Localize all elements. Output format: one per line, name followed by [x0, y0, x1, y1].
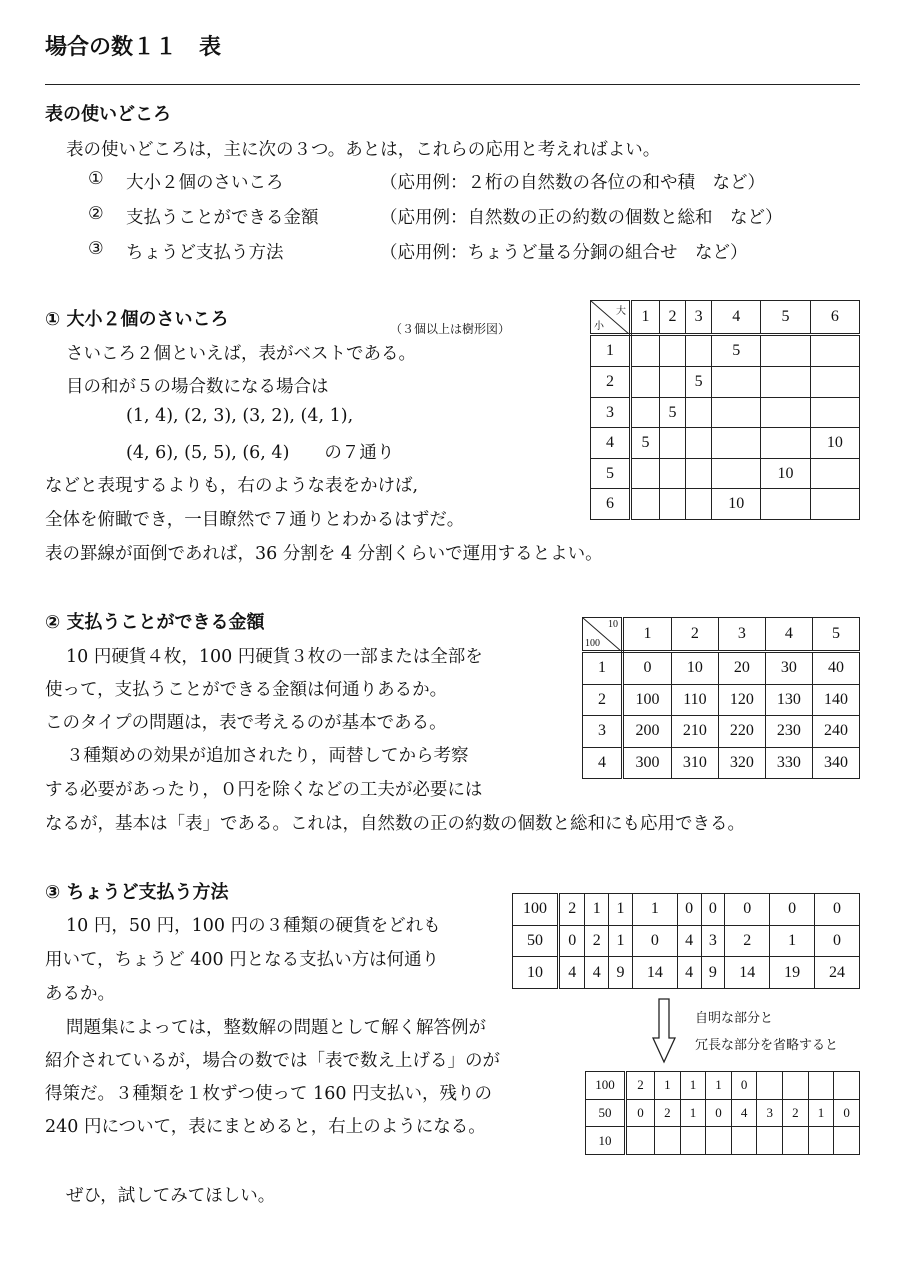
table-cell: 0 — [559, 925, 585, 957]
table-cell: 110 — [671, 684, 718, 715]
table-cell — [631, 367, 660, 398]
table-cell — [712, 397, 761, 428]
table-cell: 40 — [812, 652, 859, 685]
down-arrow-icon — [652, 998, 676, 1064]
table-cell: 4 — [677, 957, 701, 989]
table-cell: 310 — [671, 747, 718, 778]
table-row — [583, 747, 860, 778]
table-cell: 30 — [765, 652, 812, 685]
table-cell — [834, 1072, 860, 1100]
row-header: 1 — [583, 652, 623, 685]
corner-top-label: 大 — [616, 306, 626, 317]
page-title: 場合の数１１ 表 — [45, 35, 222, 60]
table-cell — [808, 1072, 834, 1100]
table-cell — [731, 1127, 757, 1155]
section2-text: ３種類めの効果が追加されたり，両替してから考察 — [66, 746, 469, 766]
table-row — [591, 367, 860, 398]
table-cell: 0 — [701, 894, 725, 926]
table-cell — [631, 397, 660, 428]
table-cell: 10 — [671, 652, 718, 685]
table-cell: 1 — [706, 1072, 732, 1100]
table-cell — [686, 397, 712, 428]
table-cell — [680, 1127, 706, 1155]
table-cell: 14 — [632, 957, 677, 989]
section2-text: このタイプの問題は，表で考えるのが基本である。 — [45, 713, 447, 733]
column-header: 1 — [623, 618, 672, 652]
table-cell — [631, 335, 660, 367]
section3-text: 得策だ。３種類を１枚ずつ使って 160 円支払い，残りの — [45, 1084, 493, 1104]
intro-item-num: ② — [88, 204, 104, 224]
table-cell: 220 — [718, 716, 765, 747]
arrow-note-line: 冗長な部分を省略すると — [695, 1038, 839, 1053]
table-cell — [810, 458, 859, 489]
table-cell — [761, 397, 810, 428]
row-header: 3 — [583, 716, 623, 747]
table-cell: 0 — [815, 894, 860, 926]
section1-text: などと表現するよりも，右のような表をかけば, — [45, 476, 419, 496]
section3-text: あるか。 — [45, 984, 115, 1004]
intro-item-label: 支払うことができる金額 — [126, 208, 319, 228]
table-row — [583, 716, 860, 747]
table-cell: 4 — [559, 957, 585, 989]
table-cell: 200 — [623, 716, 672, 747]
table-cell: 20 — [718, 652, 765, 685]
section2-heading: ② 支払うことができる金額 — [45, 612, 265, 633]
table-cell — [810, 335, 859, 367]
intro-item-example: （応用例：２桁の自然数の各位の和や積 など） — [380, 173, 765, 193]
section1-text: 表の罫線が面倒であれば，36 分割を 4 分割くらいで運用するとよい。 — [45, 544, 603, 564]
table-cell — [686, 458, 712, 489]
dice-sum-table — [590, 300, 860, 520]
table-cell: 0 — [770, 894, 815, 926]
table-row — [586, 1099, 860, 1127]
table-cell — [808, 1127, 834, 1155]
table-cell — [655, 1127, 681, 1155]
column-header: 5 — [761, 301, 810, 335]
section2-text: なるが，基本は「表」である。これは，自然数の正の約数の個数と総和にも応用できる。 — [45, 814, 745, 834]
simplified-coin-table — [585, 1071, 860, 1155]
column-header: 4 — [712, 301, 761, 335]
table-cell: 10 — [810, 428, 859, 459]
table-row — [586, 1072, 860, 1100]
table-cell: 0 — [706, 1099, 732, 1127]
table-cell: 2 — [783, 1099, 809, 1127]
table-cell: 1 — [808, 1099, 834, 1127]
section1-heading: ① 大小２個のさいころ — [45, 309, 229, 330]
table-cell: 5 — [631, 428, 660, 459]
table-cell: 0 — [626, 1099, 655, 1127]
column-header: 4 — [765, 618, 812, 652]
intro-item-num: ③ — [88, 239, 104, 259]
table-row — [591, 458, 860, 489]
table-cell: 1 — [680, 1099, 706, 1127]
table-cell — [712, 458, 761, 489]
table-cell: 300 — [623, 747, 672, 778]
intro-lead: 表の使いどころは，主に次の３つ。あとは，これらの応用と考えればよい。 — [66, 140, 661, 160]
section3-text: 10 円，50 円，100 円の３種類の硬貨をどれも — [66, 916, 441, 936]
table-corner — [583, 618, 623, 652]
table-cell: 230 — [765, 716, 812, 747]
row-header: 3 — [591, 397, 631, 428]
table-cell: 2 — [585, 925, 609, 957]
table-cell — [757, 1127, 783, 1155]
section1-text: 全体を俯瞰でき，一目瞭然で７通りとわかるはずだ。 — [45, 510, 465, 530]
table-cell — [810, 367, 859, 398]
table-cell — [631, 489, 660, 520]
section1-note: （３個以上は樹形図） — [390, 322, 511, 336]
table-cell — [712, 367, 761, 398]
table-cell: 340 — [812, 747, 859, 778]
column-header: 3 — [686, 301, 712, 335]
table-cell: 1 — [632, 894, 677, 926]
corner-bottom-label: 小 — [594, 321, 604, 332]
section2-text: 使って，支払うことができる金額は何通りあるか。 — [45, 680, 448, 700]
table-cell: 5 — [659, 397, 685, 428]
table-cell — [761, 367, 810, 398]
table-cell — [686, 489, 712, 520]
table-cell: 19 — [770, 957, 815, 989]
section3-text: 問題集によっては，整数解の問題として解く解答例が — [66, 1018, 486, 1038]
table-cell: 240 — [812, 716, 859, 747]
row-header: 5 — [591, 458, 631, 489]
table-cell — [659, 428, 685, 459]
table-cell: 3 — [701, 925, 725, 957]
column-header: 2 — [671, 618, 718, 652]
table-row — [513, 925, 860, 957]
title-divider — [45, 84, 860, 85]
table-cell: 0 — [834, 1099, 860, 1127]
table-cell: 5 — [712, 335, 761, 367]
section1-text: 目の和が５の場合数になる場合は — [66, 377, 329, 397]
row-header: 2 — [583, 684, 623, 715]
table-cell: 9 — [701, 957, 725, 989]
table-row — [591, 428, 860, 459]
row-header: 50 — [513, 925, 559, 957]
arrow-note-line: 自明な部分と — [695, 1011, 774, 1026]
table-cell: 1 — [655, 1072, 681, 1100]
table-row — [513, 957, 860, 989]
corner-bottom-label: 100 — [585, 638, 600, 649]
table-cell: 10 — [761, 458, 810, 489]
table-cell — [686, 335, 712, 367]
table-cell: 130 — [765, 684, 812, 715]
table-cell — [834, 1127, 860, 1155]
table-cell: 1 — [680, 1072, 706, 1100]
table-cell — [659, 335, 685, 367]
table-cell: 140 — [812, 684, 859, 715]
table-row — [513, 894, 860, 926]
table-cell: 1 — [770, 925, 815, 957]
table-cell: 320 — [718, 747, 765, 778]
table-cell — [783, 1127, 809, 1155]
table-cell — [810, 397, 859, 428]
table-cell: 1 — [585, 894, 609, 926]
row-header: 2 — [591, 367, 631, 398]
intro-item-example: （応用例：自然数の正の約数の個数と総和 など） — [380, 208, 783, 228]
table-cell: 0 — [623, 652, 672, 685]
table-row — [591, 489, 860, 520]
section3-text: 用いて，ちょうど 400 円となる支払い方は何通り — [45, 950, 440, 970]
table-cell: 4 — [731, 1099, 757, 1127]
table-cell: 1 — [609, 925, 633, 957]
intro-item-label: 大小２個のさいころ — [126, 173, 284, 193]
table-cell: 210 — [671, 716, 718, 747]
intro-item-example: （応用例：ちょうど量る分銅の組合せ など） — [380, 243, 748, 263]
table-cell — [757, 1072, 783, 1100]
table-cell: 0 — [815, 925, 860, 957]
table-cell: 2 — [655, 1099, 681, 1127]
row-header: 100 — [586, 1072, 626, 1100]
column-header: 5 — [812, 618, 859, 652]
table-corner — [591, 301, 631, 335]
table-cell: 4 — [585, 957, 609, 989]
table-cell: 2 — [559, 894, 585, 926]
row-header: 6 — [591, 489, 631, 520]
column-header: 6 — [810, 301, 859, 335]
section2-text: する必要があったり，０円を除くなどの工夫が必要には — [45, 780, 483, 800]
column-header: 2 — [659, 301, 685, 335]
table-cell — [626, 1127, 655, 1155]
coin-combination-table — [512, 893, 860, 989]
table-row — [586, 1127, 860, 1155]
closing-text: ぜひ，試してみてほしい。 — [66, 1186, 276, 1206]
table-cell — [659, 367, 685, 398]
table-cell: 0 — [632, 925, 677, 957]
row-header: 10 — [586, 1127, 626, 1155]
table-cell: 120 — [718, 684, 765, 715]
table-cell — [810, 489, 859, 520]
table-row — [591, 335, 860, 367]
section3-heading: ③ ちょうど支払う方法 — [45, 882, 229, 903]
table-row — [583, 684, 860, 715]
table-cell: 14 — [725, 957, 770, 989]
table-row — [591, 397, 860, 428]
corner-top-label: 10 — [608, 619, 618, 630]
table-cell: 3 — [757, 1099, 783, 1127]
section1-text: (1, 4), (2, 3), (3, 2), (4, 1), — [126, 406, 354, 426]
table-cell: 5 — [686, 367, 712, 398]
table-cell — [761, 335, 810, 367]
row-header: 10 — [513, 957, 559, 989]
table-cell — [706, 1127, 732, 1155]
column-header: 1 — [631, 301, 660, 335]
table-row — [583, 652, 860, 685]
payment-amount-table — [582, 617, 860, 779]
intro-heading: 表の使いどころ — [45, 104, 171, 125]
table-cell — [783, 1072, 809, 1100]
row-header: 1 — [591, 335, 631, 367]
row-header: 4 — [583, 747, 623, 778]
row-header: 50 — [586, 1099, 626, 1127]
row-header: 100 — [513, 894, 559, 926]
section2-text: 10 円硬貨４枚，100 円硬貨３枚の一部または全部を — [66, 647, 483, 667]
column-header: 3 — [718, 618, 765, 652]
table-cell: 0 — [731, 1072, 757, 1100]
table-cell: 24 — [815, 957, 860, 989]
section1-text: さいころ２個といえば，表がベストである。 — [66, 344, 416, 364]
table-cell — [761, 428, 810, 459]
table-cell: 9 — [609, 957, 633, 989]
table-cell — [686, 428, 712, 459]
table-cell: 10 — [712, 489, 761, 520]
table-cell — [712, 428, 761, 459]
table-cell: 0 — [725, 894, 770, 926]
section3-text: 紹介されているが，場合の数では「表で数え上げる」のが — [45, 1051, 500, 1071]
table-cell — [631, 458, 660, 489]
table-cell — [659, 458, 685, 489]
table-cell: 0 — [677, 894, 701, 926]
table-cell: 330 — [765, 747, 812, 778]
table-cell: 1 — [609, 894, 633, 926]
section1-text: (4, 6), (5, 5), (6, 4) の７通り — [126, 443, 395, 463]
intro-item-num: ① — [88, 169, 104, 189]
table-cell: 100 — [623, 684, 672, 715]
section3-text: 240 円について，表にまとめると，右上のようになる。 — [45, 1117, 486, 1137]
row-header: 4 — [591, 428, 631, 459]
table-cell: 2 — [626, 1072, 655, 1100]
table-cell — [761, 489, 810, 520]
intro-item-label: ちょうど支払う方法 — [126, 243, 284, 263]
table-cell: 4 — [677, 925, 701, 957]
table-cell — [659, 489, 685, 520]
table-cell: 2 — [725, 925, 770, 957]
